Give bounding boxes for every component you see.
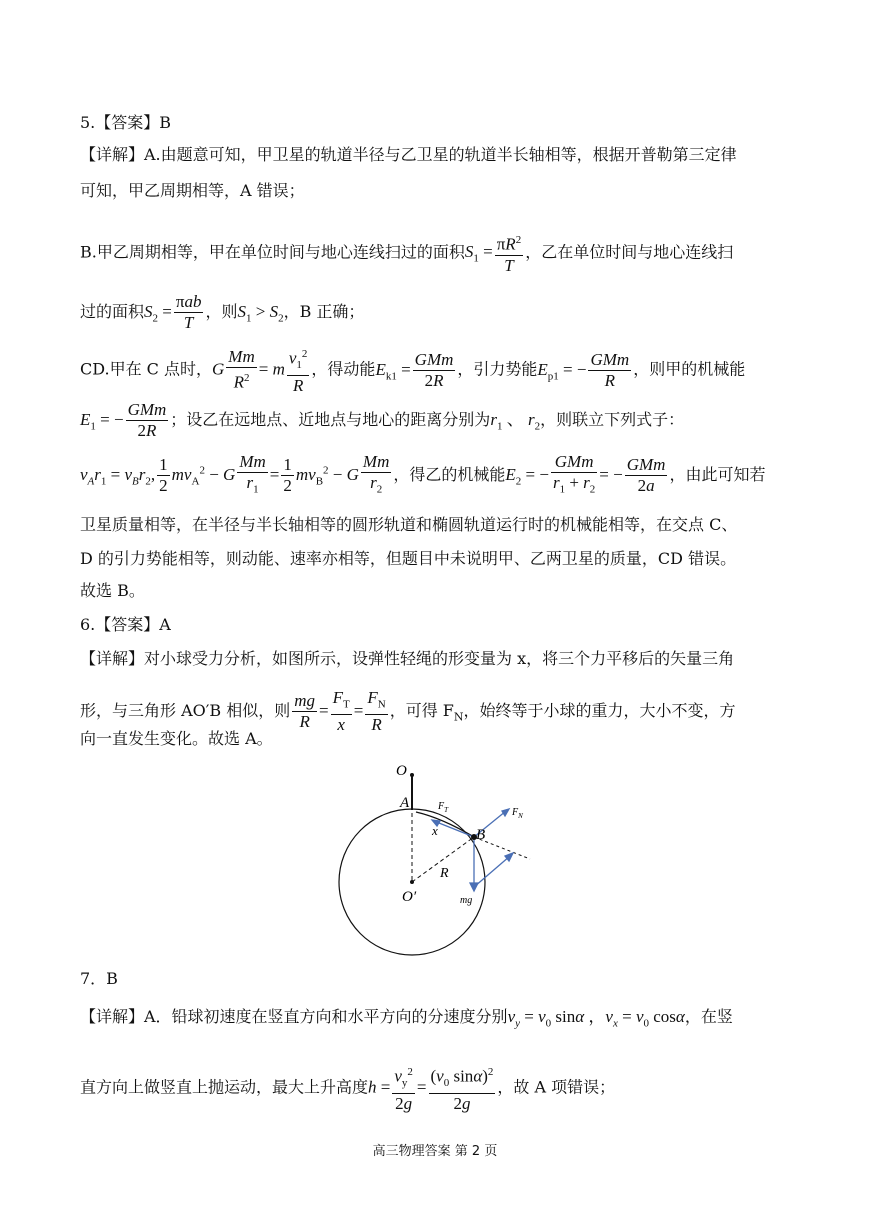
q5-heading: 5.【答案】B bbox=[80, 113, 172, 132]
q5-line: 过的面积$S_2$ = $\frac{\text{πab}}{T}$ ，则$S_1 > S_2$，B 正确； bbox=[80, 292, 365, 332]
label-b: B bbox=[476, 827, 486, 843]
q5-line: 【详解】A.由题意可知，甲卫星的轨道半径与乙卫星的轨道半长轴相等，根据开普勒第三定律 bbox=[80, 145, 737, 164]
q6-line: 向一直发生变化。故选 A。 bbox=[80, 729, 273, 748]
q7-line: 【详解】A．铅球初速度在竖直方向和水平方向的分速度分别$v_y = v_0$ sinα ，$v_x = v_0$ cosα，在竖 bbox=[80, 1007, 733, 1030]
q7-line: 直方向上做竖直上抛运动，最大上升高度h = $\frac{v_y^2}{2g}$ = $\frac{(v_0 \sin\alpha)^2}{2g}$ ，故 A 项错误； bbox=[80, 1062, 800, 1114]
q5-line: CD.甲在 C 点时，G $\frac{Mm}{R^2}$ = m $\frac{v_1^2}{R}$ ，得动能$E_{k1}$ = $\frac{\text{GMm}}{2R}$ ，引力势能$E_{p1}$ = − $\frac{\text{GMm}}{R}$ ，则甲的机械能 bbox=[80, 344, 800, 396]
q5-line: $v_Ar_1 = v_Br_2$, $\frac{1}{2}$ $mv_A^2 - G$ $\frac{Mm}{r_1}$ = $\frac{1}{2}$ $mv_B^2 - G$ $\frac{Mm}{r_2}$ ，得乙的机械能$E_2$ = − $\frac{\text{GMm}}{r_1 + r_2}$ = − $\frac{\text{GMm}}{2a}$ ，由此可知若 bbox=[80, 452, 766, 496]
label-o: O bbox=[396, 763, 407, 779]
label-r: R bbox=[440, 866, 449, 881]
q5-line: 可知，甲乙周期相等，A 错误； bbox=[80, 181, 305, 200]
formula-s1: $\frac{\pi R^2}{T}$ bbox=[495, 230, 523, 276]
label-x: x bbox=[432, 823, 438, 838]
q5-line: $E_1$ = − $\frac{\text{GMm}}{2R}$ ；设乙在远地点、近地点与地心的距离分别为$r_1$ 、 $r_2$，则联立下列式子： bbox=[80, 400, 685, 440]
formula-s2: $\frac{\text{πab}}{T}$ bbox=[175, 292, 202, 332]
q6-heading: 6.【答案】A bbox=[80, 615, 171, 634]
label-mg: mg bbox=[460, 895, 473, 906]
svg-text:FN: $F_N$ bbox=[512, 807, 523, 820]
label-a: A bbox=[400, 795, 410, 811]
label-o-prime: O′ bbox=[402, 889, 417, 905]
label-fn: F bbox=[512, 807, 519, 818]
q5-line: 故选 B。 bbox=[80, 581, 145, 600]
q6-line: 【详解】对小球受力分析，如图所示，设弹性轻绳的形变量为 x，将三个力平移后的矢量三角 bbox=[80, 649, 735, 668]
page-footer: 高三物理答案 第 2 页 bbox=[372, 1144, 498, 1159]
q5-line: D 的引力势能相等，则动能、速率亦相等，但题目中未说明甲、乙两卫星的质量，CD 错误。 bbox=[80, 549, 737, 568]
q6-line: 形，与三角形 AO′B 相似，则 $\frac{mg}{R}$ = $\frac{F_T}{x}$ = $\frac{F_N}{R}$ ，可得 $F_N$，始终等于小球的重力，大小不变，方 bbox=[80, 688, 736, 735]
svg-text:FT: $F_T$ bbox=[438, 801, 449, 814]
label-ft: F bbox=[438, 801, 445, 812]
q5-line: 卫星质量相等，在半径与半长轴相等的圆形轨道和椭圆轨道运行时的机械能相等，在交点 C、 bbox=[80, 515, 738, 534]
q7-heading: 7．B bbox=[80, 969, 118, 988]
q5-line: B.甲乙周期相等，甲在单位时间与地心连线扫过的面积$S_1$ = $\frac{\pi R^2}{T}$ ，乙在单位时间与地心连线扫 bbox=[80, 230, 800, 276]
force-diagram bbox=[330, 755, 550, 965]
